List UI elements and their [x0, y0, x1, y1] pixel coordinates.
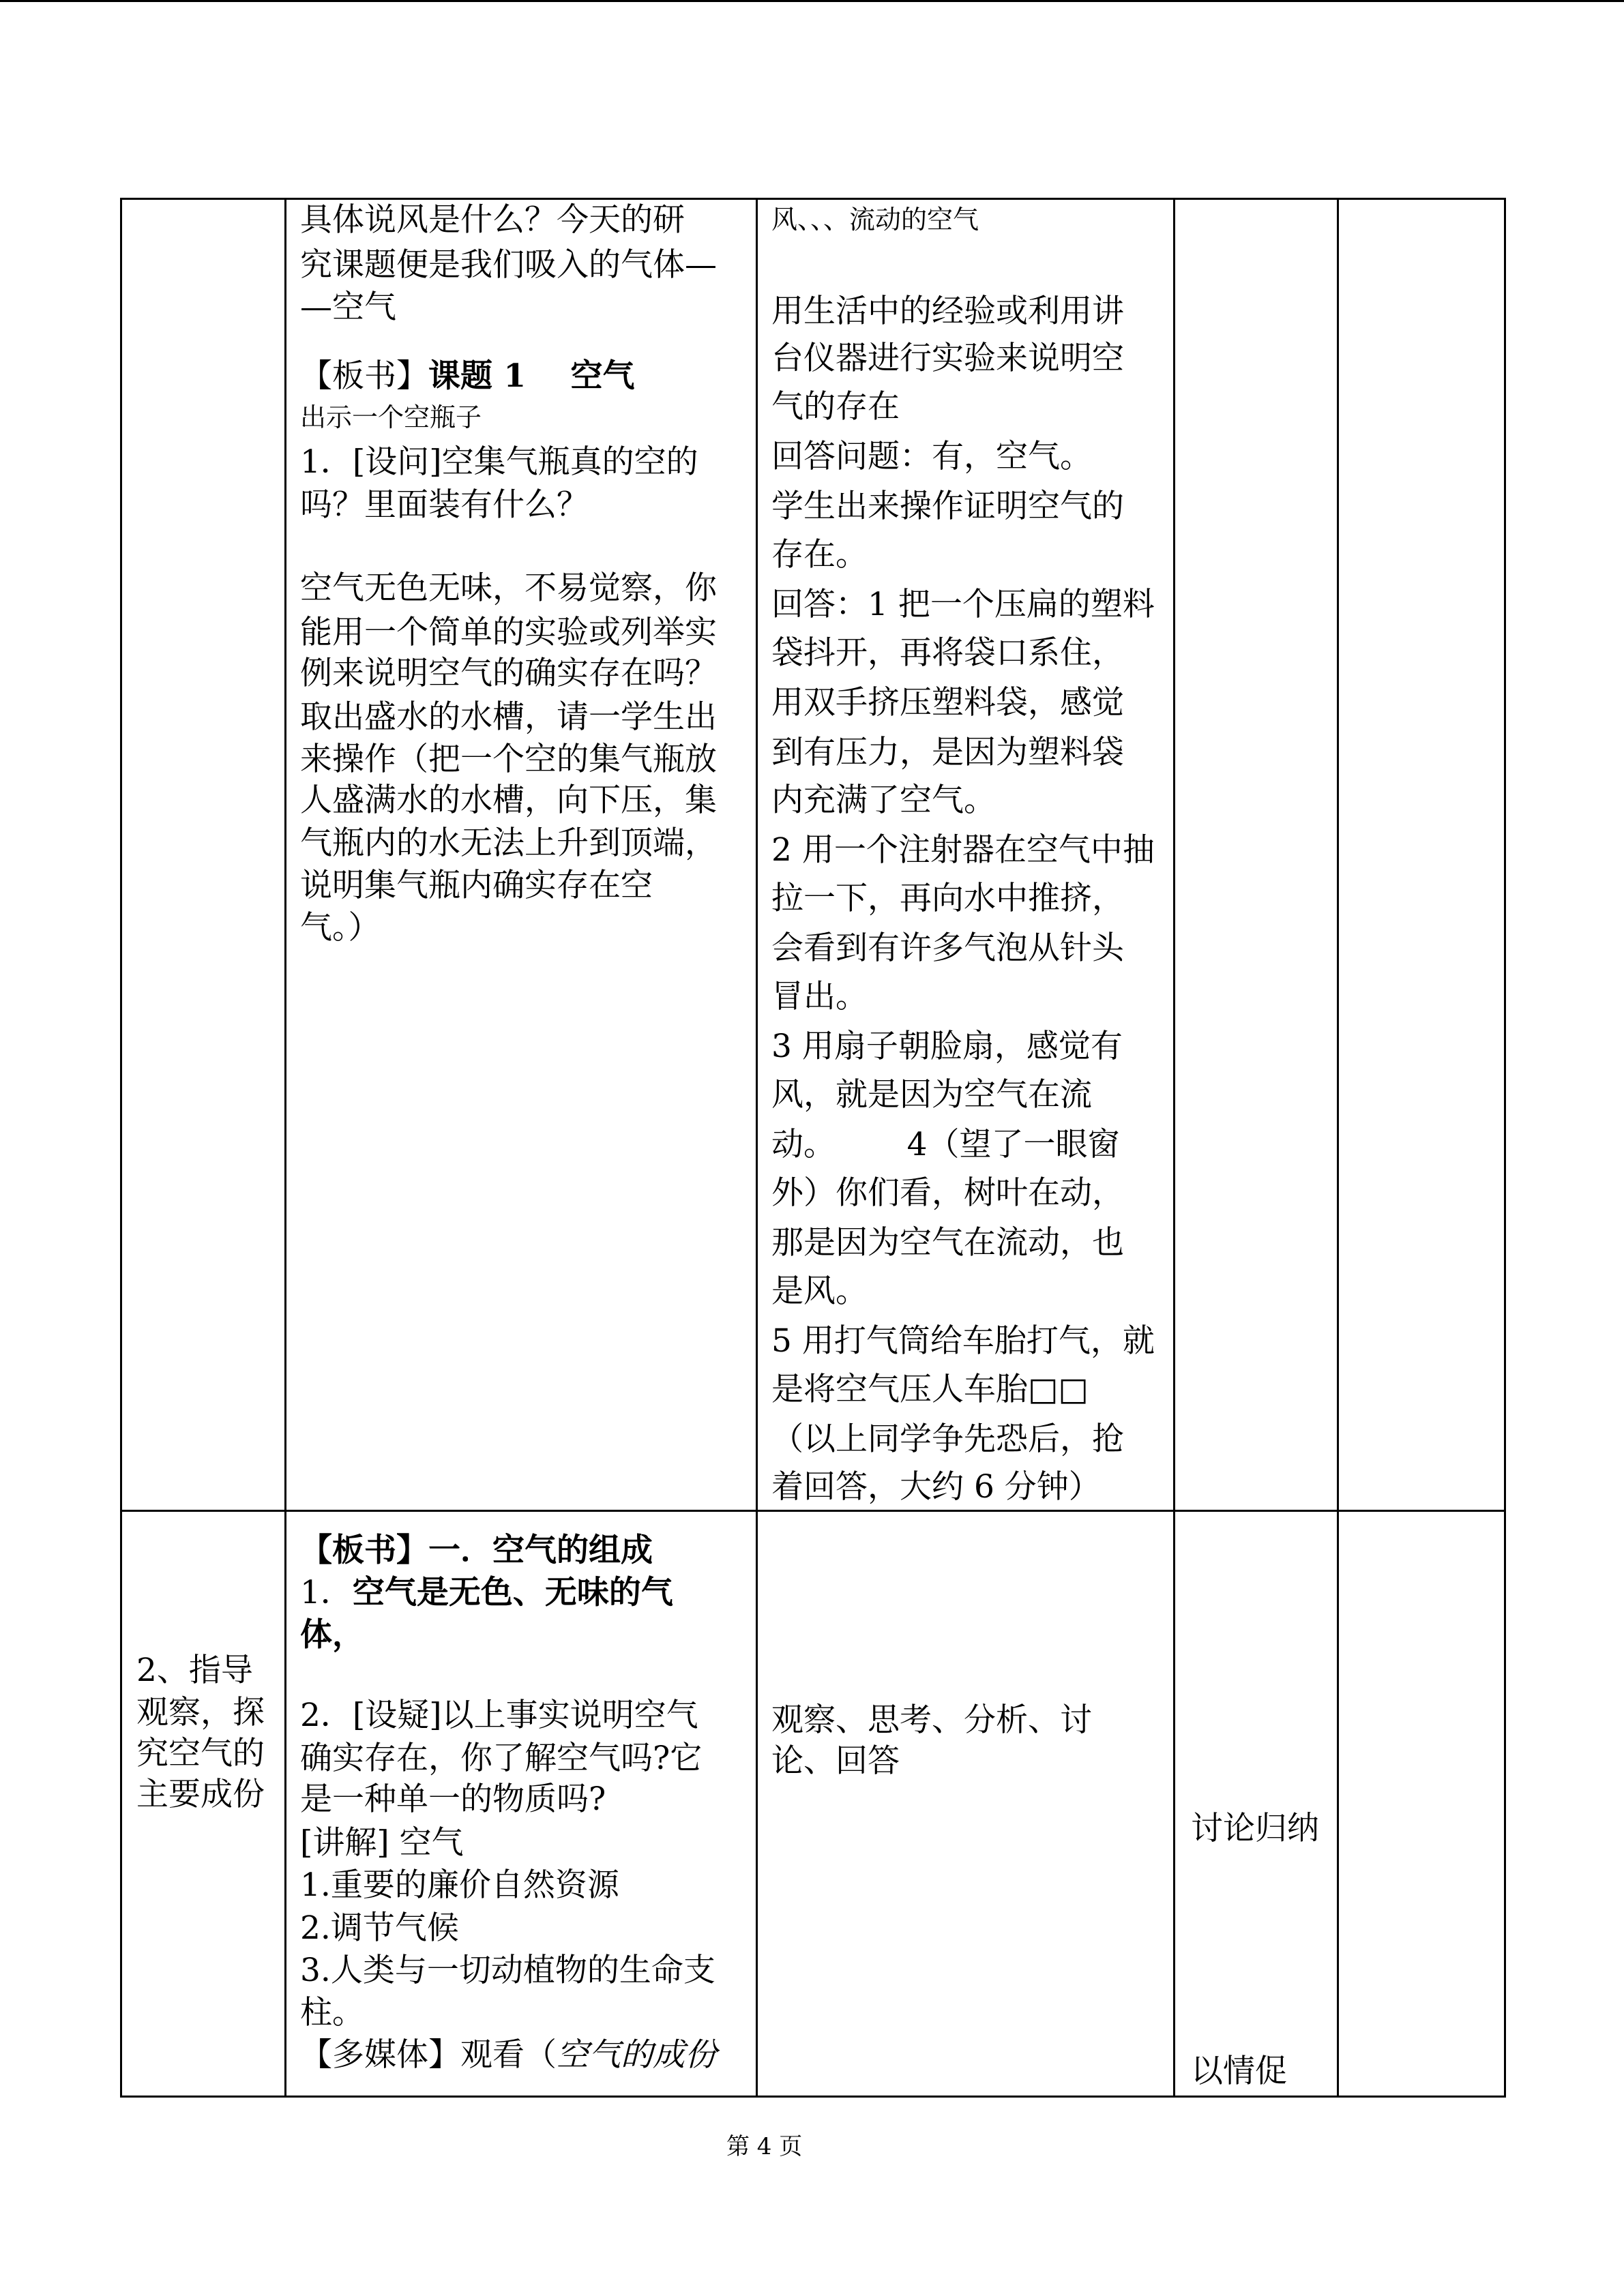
table-cell-r2-c5: [1337, 1510, 1506, 2098]
multimedia-label: 【多媒体】观看（: [300, 2036, 557, 2074]
text-line: 2.调节气候: [300, 1909, 459, 1947]
table-cell-r1-c2: [284, 198, 758, 1512]
board-label: 【板书】: [300, 357, 428, 395]
italic-text: 空气的成份: [557, 2036, 717, 2074]
step-title-line: 2、指导: [136, 1652, 253, 1689]
text-line: 风，就是因为空气在流: [771, 1076, 1092, 1114]
text-line: 外）你们看，树叶在动，: [771, 1174, 1124, 1212]
text-line: 讨论归纳: [1191, 1810, 1319, 1847]
text-line: 柱。: [300, 1994, 364, 2031]
table-cell-r1-c5: [1337, 198, 1506, 1512]
text-line: [讲解] 空气: [300, 1824, 464, 1862]
text-line: 2 用一个注射器在空气中抽: [771, 831, 1155, 869]
text-line: 以情促: [1191, 2053, 1287, 2090]
text-line: 学生出来操作证明空气的: [771, 488, 1124, 525]
text-line: 取出盛水的水槽，请一学生出: [300, 698, 717, 736]
text-line: 具体说风是什么？今天的研: [300, 201, 685, 239]
text-line: 观察、思考、分析、讨: [771, 1701, 1092, 1739]
text-line: 来操作（把一个空的集气瓶放: [300, 741, 717, 778]
step-title-line: 观察，探: [136, 1694, 265, 1731]
table-cell-r2-c3: [756, 1510, 1175, 2098]
text-line: 是将空气压人车胎□□: [771, 1371, 1089, 1408]
text-line: 冒出。: [771, 978, 868, 1015]
page-top-rule: [0, 0, 1624, 2]
table-cell-r2-c4: [1173, 1510, 1339, 2098]
text-line: 确实存在，你了解空气吗?它: [300, 1740, 703, 1777]
text-line: 会看到有许多气泡从针头: [771, 929, 1124, 967]
text-line: 出示一个空瓶子: [300, 402, 482, 432]
text-line: 动。 4（望了一眼窗: [771, 1126, 1120, 1163]
text-line: 论、回答: [771, 1742, 900, 1780]
text-line: 吗？里面装有什么？: [300, 486, 589, 524]
text-line: 3.人类与一切动植物的生命支: [300, 1952, 715, 1989]
text-line: 内充满了空气。: [771, 781, 996, 819]
page-number: 第 4 页: [726, 2133, 803, 2160]
table-cell-r2-c2: [284, 1510, 758, 2098]
text-line: 气瓶内的水无法上升到顶端，: [300, 824, 717, 862]
table-cell-r1-c3: [756, 198, 1175, 1512]
text-line: 回答问题：有，空气。: [771, 438, 1092, 475]
text-line: 气。）: [300, 909, 381, 946]
text-line: 气的存在: [771, 388, 900, 426]
text-line: 空气无色无味，不易觉察，你: [300, 569, 717, 607]
text-line: 体，: [300, 1616, 364, 1654]
text-line: 存在。: [771, 536, 868, 573]
text-line: 能用一个简单的实验或列举实: [300, 614, 717, 651]
table-cell-r1-c1: [120, 198, 286, 1512]
text-line: 是一种单一的物质吗?: [300, 1780, 606, 1818]
step-title-line: 究空气的: [136, 1735, 265, 1772]
step-title-line: 主要成份: [136, 1776, 265, 1813]
text-line: 回答：1 把一个压扁的塑料: [771, 586, 1155, 623]
board-heading-line: 【板书】一．空气的组成: [300, 1532, 653, 1569]
text-line: 那是因为空气在流动，也: [771, 1224, 1124, 1262]
text-line: [300, 1572, 673, 1613]
text-line: 人盛满水的水槽，向下压，集: [300, 781, 717, 819]
text-line: 5 用打气筒给车胎打气，就: [771, 1322, 1155, 1360]
text-line: 到有压力，是因为塑料袋: [771, 734, 1124, 771]
text-line: 1．[设问]空集气瓶真的空的: [300, 443, 698, 481]
text-line: （以上同学争先恐后，抢: [771, 1420, 1124, 1458]
text-line: 例来说明空气的确实存在吗？: [300, 655, 717, 692]
text-line: 台仪器进行实验来说明空: [771, 340, 1124, 377]
text-line: 袋抖开，再将袋口系住，: [771, 634, 1124, 672]
bold-text: 空气是无色、无味的气: [352, 1574, 673, 1611]
text-line: —空气: [300, 288, 396, 326]
text-line: [300, 2035, 717, 2076]
text-line: 究课题便是我们吸入的气体—: [300, 246, 717, 284]
text-line: 说明集气瓶内确实存在空: [300, 867, 653, 904]
text-line: 是风。: [771, 1272, 868, 1310]
text-line: 着回答，大约 6 分钟）: [771, 1468, 1101, 1506]
board-heading-line: [300, 356, 635, 397]
text-line: 用生活中的经验或利用讲: [771, 293, 1124, 330]
lesson-title: 课题 1 空气: [428, 357, 635, 395]
text-line: 1.重要的廉价自然资源: [300, 1866, 619, 1904]
text-line: 风、、、流动的空气: [771, 205, 979, 235]
table-cell-r2-c1: [120, 1510, 286, 2098]
text-line: 用双手挤压塑料袋，感觉: [771, 684, 1124, 721]
table-cell-r1-c4: [1173, 198, 1339, 1512]
text-line: 拉一下，再向水中推挤，: [771, 880, 1124, 917]
text-line: 3 用扇子朝脸扇，感觉有: [771, 1028, 1123, 1065]
item-number: 1．: [300, 1574, 353, 1611]
text-line: 2．[设疑]以上事实说明空气: [300, 1697, 698, 1734]
